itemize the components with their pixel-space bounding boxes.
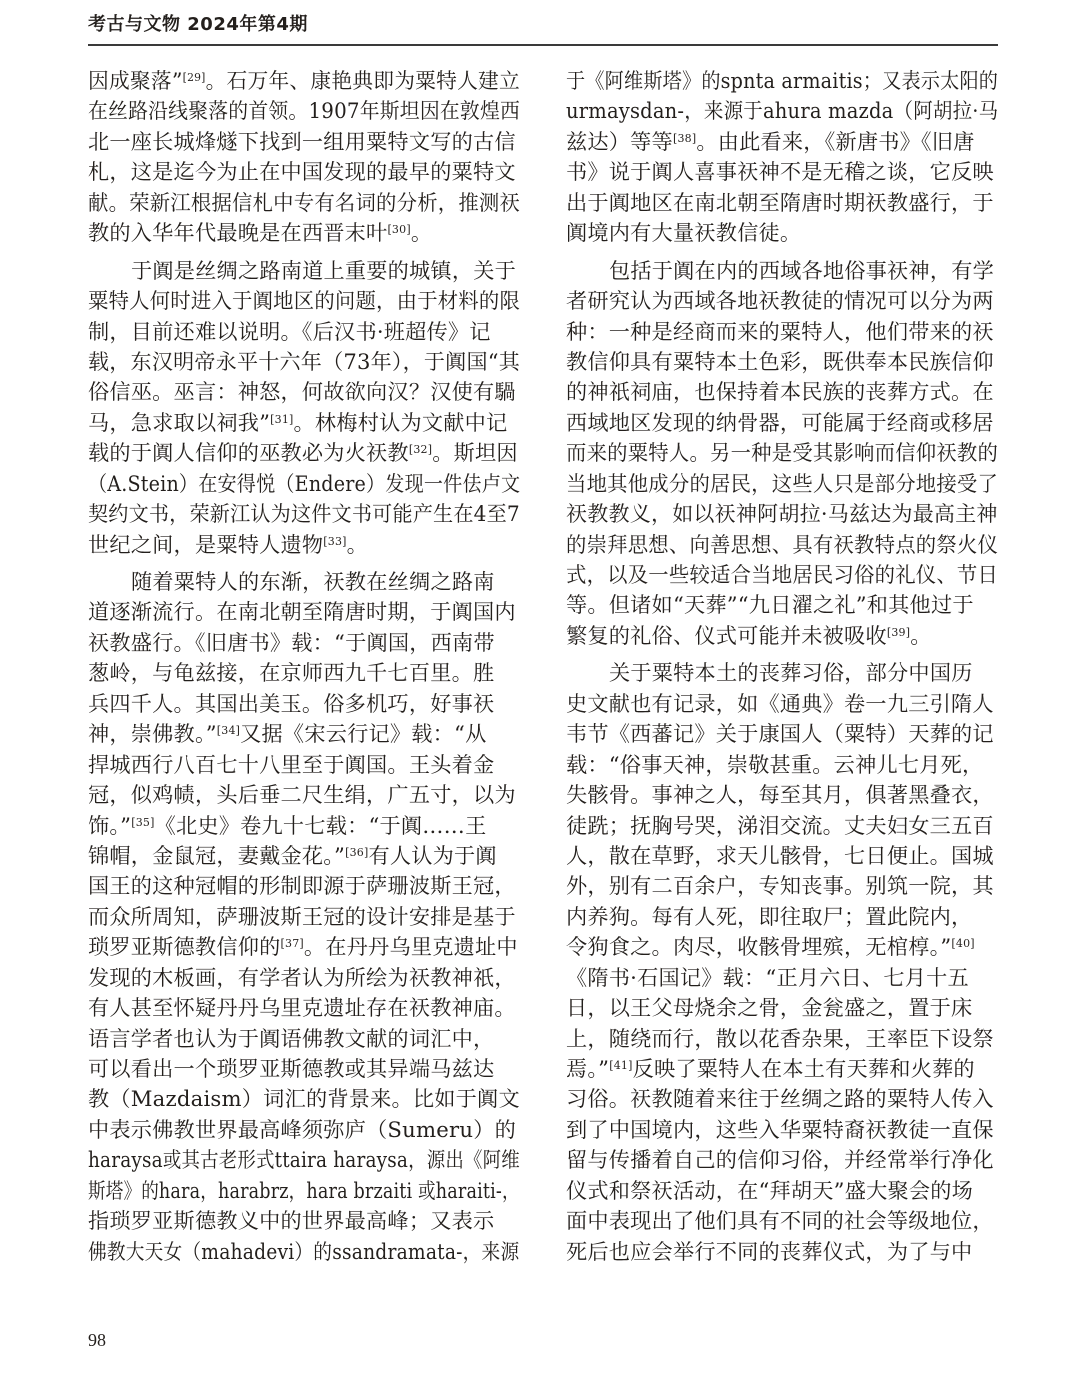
text-line: 制，目前还难以说明。《后汉书·班超传》记 [88, 318, 491, 344]
text-line: 载，东汉明帝永平十六年（73年），于阗国“其 [88, 348, 520, 374]
text-line: 中表示佛教世界最高峰须弥庐（Sumeru）的 [88, 1116, 516, 1142]
text-line: 的神祇祠庙，也保持着本民族的丧葬方式。在 [566, 379, 994, 405]
text-line: 载：“俗事天神，崇敬甚重。云神儿七月死， [566, 751, 984, 777]
text-line: 道逐渐流行。在南北朝至隋唐时期，于阗国内 [88, 599, 516, 625]
header-rule [88, 44, 998, 46]
text-line: 等。但诸如“天葬”“九日濯之礼”和其他过于 [566, 592, 974, 618]
text-line: 留与传播着自己的信仰习俗，并经常举行净化 [566, 1147, 994, 1173]
text-line: 繁复的礼俗、仪式可能并未被吸收[39]。 [566, 622, 932, 648]
text-line: 饰。”[35]《北史》卷九十七载：“于阗……王 [88, 812, 487, 838]
text-line: 习俗。祆教随着来往于丝绸之路的粟特人传入 [566, 1086, 994, 1112]
text-line: 契约文书，荣新江认为这件文书可能产生在4至7 [88, 501, 520, 527]
text-line: 韦节《西蕃记》关于康国人（粟特）天葬的记 [566, 721, 994, 747]
text-line: 国王的这种冠帽的形制即源于萨珊波斯王冠， [88, 873, 516, 899]
text-line: 载的于阗人信仰的巫教必为火祆教[32]。斯坦因 [88, 440, 518, 466]
text-line: 仪式和祭祆活动，在“拜胡天”盛大聚会的场 [566, 1177, 974, 1203]
text-line: 葱岭，与龟兹接，在京师西九千七百里。胜 [88, 660, 495, 686]
right-text-column [566, 66, 998, 1267]
text-line: 西域地区发现的纳骨器，可能属于经商或移居 [566, 409, 994, 435]
text-line: 马，急求取以祠我”[31]。林梅村认为文献中记 [88, 409, 508, 435]
text-line: 人，散在草野，求天儿骸骨，七日便止。国城 [566, 842, 994, 868]
text-line: 兵四千人。其国出美玉。俗多机巧，好事祆 [88, 690, 495, 716]
text-line: 的崇拜思想、向善思想、具有祆教特点的祭火仪 [566, 531, 999, 557]
journal-issue-title: 考古与文物 2024年第4期 [88, 14, 308, 35]
text-line: 发现的木板画，有学者认为所绘为祆教神祇， [88, 964, 516, 990]
text-line: 徒跣；抚胸号哭，涕泪交流。丈夫妇女三五百 [566, 812, 994, 838]
text-line: 琐罗亚斯德教信仰的[37]。在丹丹乌里克遗址中 [88, 934, 518, 960]
left-text-column [88, 66, 520, 1267]
text-line: 阗境内有大量祆教信徒。 [566, 220, 802, 246]
text-line: 俗信巫。巫言：神怒，何故欲向汉？汉使有騧 [88, 379, 516, 405]
text-line: 斯塔》的hara，harabrz，hara brzaiti 或haraiti-， [88, 1177, 520, 1203]
text-line: 可以看出一个琐罗亚斯德教或其异端马兹达 [88, 1056, 495, 1081]
text-line: 教的入华年代最晚是在西晋末叶[30]。 [88, 220, 433, 246]
text-line: 而众所周知，萨珊波斯王冠的设计安排是基于 [88, 903, 516, 929]
text-line: 出于阗地区在南北朝至隋唐时期祆教盛行，于 [566, 189, 994, 215]
text-line: 令狗食之。肉尽，收骸骨埋殡，无棺椁。”[40] [566, 934, 975, 960]
text-line: 粟特人何时进入于阗地区的问题，由于材料的限 [88, 288, 521, 314]
text-line: 到了中国境内，这些入华粟特裔祆教徒一直保 [566, 1116, 994, 1142]
text-line: 教（Mazdaism）词汇的背景来。比如于阗文 [88, 1086, 520, 1112]
text-line: 佛教大天女（mahadevi）的ssandramata-，来源 [88, 1238, 520, 1264]
page-number: 98 [88, 1330, 106, 1350]
text-line: 祆教盛行。《旧唐书》载：“于阗国，西南带 [88, 629, 495, 655]
text-line: 世纪之间，是粟特人遗物[33]。 [88, 531, 369, 557]
text-line: （A.Stein）在安得悦（Endere）发现一件佉卢文 [88, 470, 521, 496]
text-line: 语言学者也认为于阗语佛教文献的词汇中， [88, 1025, 495, 1051]
text-line: 献。荣新江根据信札中专有名词的分析，推测祆 [88, 189, 521, 215]
text-line: 祆教教义，如以祆神阿胡拉·马兹达为最高主神 [566, 501, 998, 527]
text-line: 因成聚落”[29]。石万年、康艳典即为粟特人建立 [88, 68, 520, 93]
text-line: urmaysdan-，来源于ahura mazda（阿胡拉·马 [566, 98, 999, 124]
text-line: 包括于阗在内的西域各地俗事祆神，有学 [609, 257, 994, 283]
text-line: haraysa或其古老形式ttaira haraysa，源出《阿维 [88, 1147, 520, 1173]
text-line: 面中表现出了他们具有不同的社会等级地位， [566, 1208, 994, 1234]
text-line: 外，别有二百余户，专知丧事。别筑一院，其 [566, 873, 994, 899]
text-line: 焉。”[41]反映了粟特人在本土有天葬和火葬的 [566, 1056, 975, 1081]
text-line: 北一座长城烽燧下找到一组用粟特文写的古信 [88, 128, 516, 154]
text-line: 捍城西行八百七十八里至于阗国。王头着金 [88, 751, 495, 777]
text-line: 《隋书·石国记》载：“正月六日、七月十五 [566, 964, 969, 990]
text-line: 神，崇佛教。”[34]又据《宋云行记》载：“从 [88, 721, 487, 747]
text-line: 锦帽，金鼠冠，妻戴金花。”[36]有人认为于阗 [88, 842, 497, 868]
text-line: 内养狗。每有人死，即往取尸；置此院内， [566, 903, 973, 929]
text-line: 冠，似鸡帻，头后垂二尺生绢，广五寸，以为 [88, 782, 516, 808]
text-line: 于《阿维斯塔》的spnta armaitis；又表示太阳的 [566, 68, 999, 93]
text-line: 教信仰具有粟特本土色彩，既供奉本民族信仰 [566, 348, 994, 374]
text-line: 失骸骨。事神之人，每至其月，俱著黑叠衣， [566, 782, 994, 808]
text-line: 札，这是迄今为止在中国发现的最早的粟特文 [88, 159, 516, 185]
text-line: 随着粟特人的东渐，祆教在丝绸之路南 [131, 569, 495, 594]
text-line: 关于粟特本土的丧葬习俗，部分中国历 [609, 660, 973, 686]
text-line: 上，随绕而行，散以花香杂果，王率臣下设祭 [566, 1025, 994, 1051]
text-line: 者研究认为西域各地祆教徒的情况可以分为两 [566, 288, 994, 314]
text-line: 在丝路沿线聚落的首领。1907年斯坦因在敦煌西 [88, 98, 521, 124]
text-line: 死后也应会举行不同的丧葬仪式，为了与中 [566, 1238, 973, 1264]
text-line: 当地其他成分的居民，这些人只是部分地接受了 [566, 470, 999, 496]
text-line: 书》说于阗人喜事祆神不是无稽之谈，它反映 [566, 159, 994, 185]
text-line: 兹达）等等[38]。由此看来，《新唐书》《旧唐 [566, 128, 975, 154]
text-line: 种：一种是经商而来的粟特人，他们带来的祆 [566, 318, 994, 344]
text-line: 日，以王父母烧余之骨，金瓮盛之，置于床 [566, 995, 973, 1021]
text-line: 式，以及一些较适合当地居民习俗的礼仪、节日 [566, 562, 999, 587]
text-line: 史文献也有记录，如《通典》卷一九三引隋人 [566, 690, 994, 716]
text-line: 于阗是丝绸之路南道上重要的城镇，关于 [131, 257, 516, 283]
text-line: 有人甚至怀疑丹丹乌里克遗址存在祆教神庙。 [88, 995, 516, 1021]
text-line: 而来的粟特人。另一种是受其影响而信仰祆教的 [566, 440, 999, 466]
running-header [88, 8, 998, 48]
text-line: 指琐罗亚斯德教义中的世界最高峰；又表示 [88, 1208, 495, 1234]
